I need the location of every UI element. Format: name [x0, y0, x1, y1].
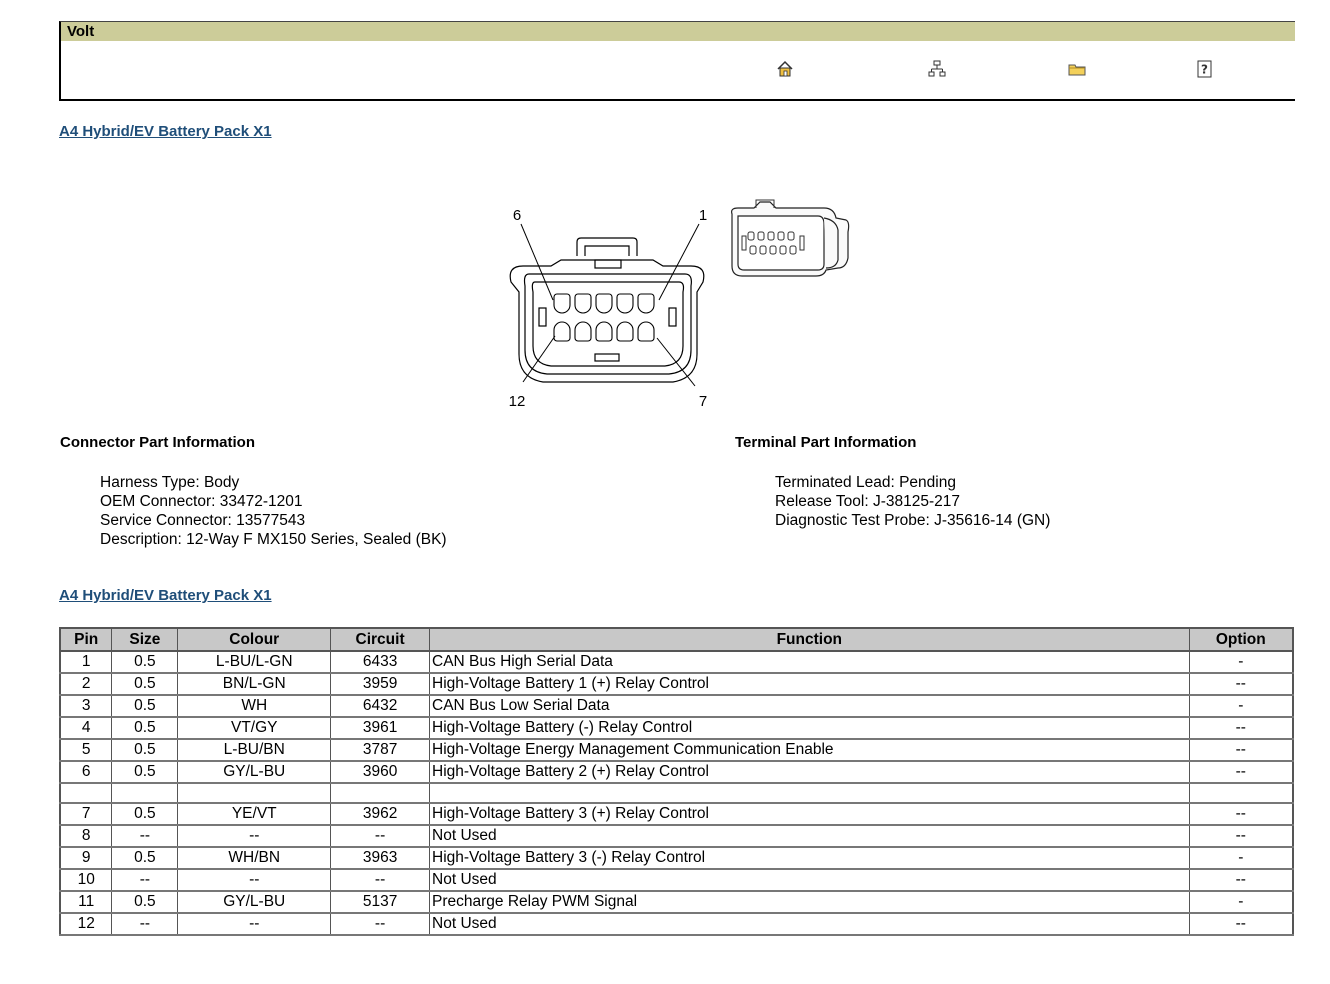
table-spacer — [60, 783, 1293, 803]
cell-size: -- — [112, 913, 178, 935]
cell-option: -- — [1189, 673, 1293, 695]
cell-colour: GY/L-BU — [178, 761, 331, 783]
col-header-size: Size — [112, 628, 178, 651]
cell-colour: L-BU/BN — [178, 739, 331, 761]
col-header-colour: Colour — [178, 628, 331, 651]
cell-pin: 3 — [60, 695, 112, 717]
table-row — [60, 739, 1293, 761]
cell-pin: 2 — [60, 673, 112, 695]
cell-option: -- — [1189, 717, 1293, 739]
col-header-pin: Pin — [60, 628, 112, 651]
table-row — [60, 891, 1293, 913]
cell-function: High-Voltage Battery 2 (+) Relay Control — [430, 761, 1190, 783]
terminal-info-title: Terminal Part Information — [735, 434, 917, 451]
home-icon[interactable] — [776, 60, 794, 78]
cell-circuit: 3959 — [331, 673, 430, 695]
cell-function: Not Used — [430, 869, 1190, 891]
cell-size: 0.5 — [112, 761, 178, 783]
cell-pin: 7 — [60, 803, 112, 825]
table-row — [60, 651, 1293, 673]
cell-size: -- — [112, 825, 178, 847]
table-body-a — [60, 651, 1293, 783]
cell-pin: 4 — [60, 717, 112, 739]
table-row — [60, 913, 1293, 935]
table-header-row — [60, 628, 1293, 651]
oem-connector: OEM Connector: 33472-1201 — [100, 493, 303, 510]
cell-circuit: 5137 — [331, 891, 430, 913]
cell-option: -- — [1189, 869, 1293, 891]
cell-option: -- — [1189, 825, 1293, 847]
connector-info-title: Connector Part Information — [60, 434, 256, 451]
cell-option: - — [1189, 847, 1293, 869]
pin-label-7: 7 — [698, 393, 708, 410]
cell-size: 0.5 — [112, 739, 178, 761]
connector-link[interactable]: A4 Hybrid/EV Battery Pack X1 — [59, 123, 272, 140]
cell-option: - — [1189, 651, 1293, 673]
cell-circuit: 3960 — [331, 761, 430, 783]
cell-size: 0.5 — [112, 847, 178, 869]
cell-circuit: 6433 — [331, 651, 430, 673]
table-row — [60, 803, 1293, 825]
cell-function: Not Used — [430, 825, 1190, 847]
cell-pin: 8 — [60, 825, 112, 847]
table-link[interactable]: A4 Hybrid/EV Battery Pack X1 — [59, 587, 272, 604]
cell-circuit: 3961 — [331, 717, 430, 739]
table-row — [60, 695, 1293, 717]
table-row — [60, 869, 1293, 891]
release-tool: Release Tool: J-38125-217 — [775, 493, 960, 510]
cell-function: High-Voltage Battery (-) Relay Control — [430, 717, 1190, 739]
cell-colour: WH/BN — [178, 847, 331, 869]
cell-pin: 11 — [60, 891, 112, 913]
cell-pin: 12 — [60, 913, 112, 935]
cell-circuit: 6432 — [331, 695, 430, 717]
cell-circuit: 3787 — [331, 739, 430, 761]
cell-function: Not Used — [430, 913, 1190, 935]
connector-face-diagram — [495, 196, 715, 411]
cell-colour: L-BU/L-GN — [178, 651, 331, 673]
table-row — [60, 673, 1293, 695]
cell-size: 0.5 — [112, 891, 178, 913]
table-row — [60, 847, 1293, 869]
hierarchy-icon[interactable] — [928, 60, 946, 78]
cell-colour: -- — [178, 913, 331, 935]
cell-function: High-Voltage Energy Management Communication Enable — [430, 739, 1190, 761]
cell-size: 0.5 — [112, 651, 178, 673]
cell-option: - — [1189, 891, 1293, 913]
cell-circuit: 3962 — [331, 803, 430, 825]
cell-colour: -- — [178, 825, 331, 847]
header-frame — [59, 21, 1295, 101]
cell-option: -- — [1189, 739, 1293, 761]
cell-option: -- — [1189, 913, 1293, 935]
col-header-circuit: Circuit — [331, 628, 430, 651]
cell-function: High-Voltage Battery 1 (+) Relay Control — [430, 673, 1190, 695]
cell-pin: 1 — [60, 651, 112, 673]
connector-info-body — [100, 473, 447, 549]
help-icon[interactable] — [1196, 60, 1214, 78]
cell-option: -- — [1189, 803, 1293, 825]
cell-circuit: -- — [331, 913, 430, 935]
cell-size: 0.5 — [112, 695, 178, 717]
cell-pin: 9 — [60, 847, 112, 869]
pin-label-1: 1 — [698, 207, 708, 224]
terminal-info-body — [775, 473, 1050, 530]
table-row — [60, 761, 1293, 783]
col-header-option: Option — [1189, 628, 1293, 651]
cell-circuit: -- — [331, 869, 430, 891]
col-header-function: Function — [430, 628, 1190, 651]
cell-pin: 10 — [60, 869, 112, 891]
connector-description: Description: 12-Way F MX150 Series, Sealed (BK) — [100, 531, 447, 548]
pin-label-6: 6 — [512, 207, 522, 224]
cell-colour: BN/L-GN — [178, 673, 331, 695]
folder-icon[interactable] — [1068, 60, 1086, 78]
cell-function: Precharge Relay PWM Signal — [430, 891, 1190, 913]
cell-colour: -- — [178, 869, 331, 891]
cell-function: High-Voltage Battery 3 (+) Relay Control — [430, 803, 1190, 825]
table-body-b — [60, 803, 1293, 935]
cell-function: High-Voltage Battery 3 (-) Relay Control — [430, 847, 1190, 869]
svg-text:?: ? — [1201, 62, 1208, 77]
cell-option: - — [1189, 695, 1293, 717]
cell-colour: YE/VT — [178, 803, 331, 825]
cell-size: 0.5 — [112, 717, 178, 739]
harness-type: Harness Type: Body — [100, 474, 240, 491]
pin-label-12: 12 — [508, 393, 526, 410]
cell-colour: GY/L-BU — [178, 891, 331, 913]
table-spacer-row — [60, 783, 1293, 803]
cell-size: -- — [112, 869, 178, 891]
connector-photo — [726, 196, 852, 282]
diagnostic-test-probe: Diagnostic Test Probe: J-35616-14 (GN) — [775, 512, 1051, 529]
cell-colour: VT/GY — [178, 717, 331, 739]
terminated-lead: Terminated Lead: Pending — [775, 474, 956, 491]
table-row — [60, 717, 1293, 739]
cell-option: -- — [1189, 761, 1293, 783]
cell-circuit: -- — [331, 825, 430, 847]
cell-function: CAN Bus Low Serial Data — [430, 695, 1190, 717]
cell-function: CAN Bus High Serial Data — [430, 651, 1190, 673]
cell-size: 0.5 — [112, 673, 178, 695]
cell-pin: 5 — [60, 739, 112, 761]
cell-pin: 6 — [60, 761, 112, 783]
cell-size: 0.5 — [112, 803, 178, 825]
service-connector: Service Connector: 13577543 — [100, 512, 306, 529]
page-title: Volt — [61, 22, 1295, 41]
pinout-table — [59, 627, 1294, 936]
cell-colour: WH — [178, 695, 331, 717]
cell-circuit: 3963 — [331, 847, 430, 869]
table-row — [60, 825, 1293, 847]
